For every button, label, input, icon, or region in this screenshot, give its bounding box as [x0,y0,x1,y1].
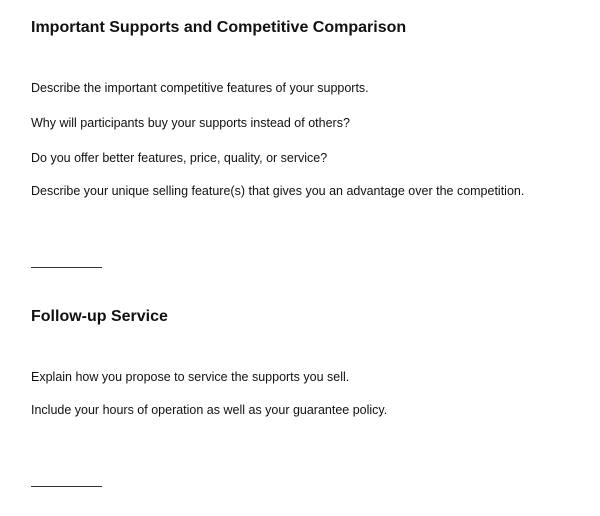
answer-line-follow-up-service [31,486,102,487]
paragraph-unique-selling-feature: Describe your unique selling feature(s) that gives you an advantage over the competition. [31,184,525,198]
paragraph-competitive-features: Describe the important competitive features of your supports. [31,81,369,95]
paragraph-hours-guarantee: Include your hours of operation as well as your guarantee policy. [31,403,388,417]
paragraph-service-plan: Explain how you propose to service the supports you sell. [31,370,350,384]
answer-line-competitive-comparison [31,267,102,268]
section-heading-follow-up-service: Follow-up Service [31,308,168,325]
paragraph-better-offer: Do you offer better features, price, quality, or service? [31,151,328,165]
section-heading-competitive-comparison: Important Supports and Competitive Comparison [31,19,407,36]
paragraph-why-buy: Why will participants buy your supports instead of others? [31,116,350,130]
